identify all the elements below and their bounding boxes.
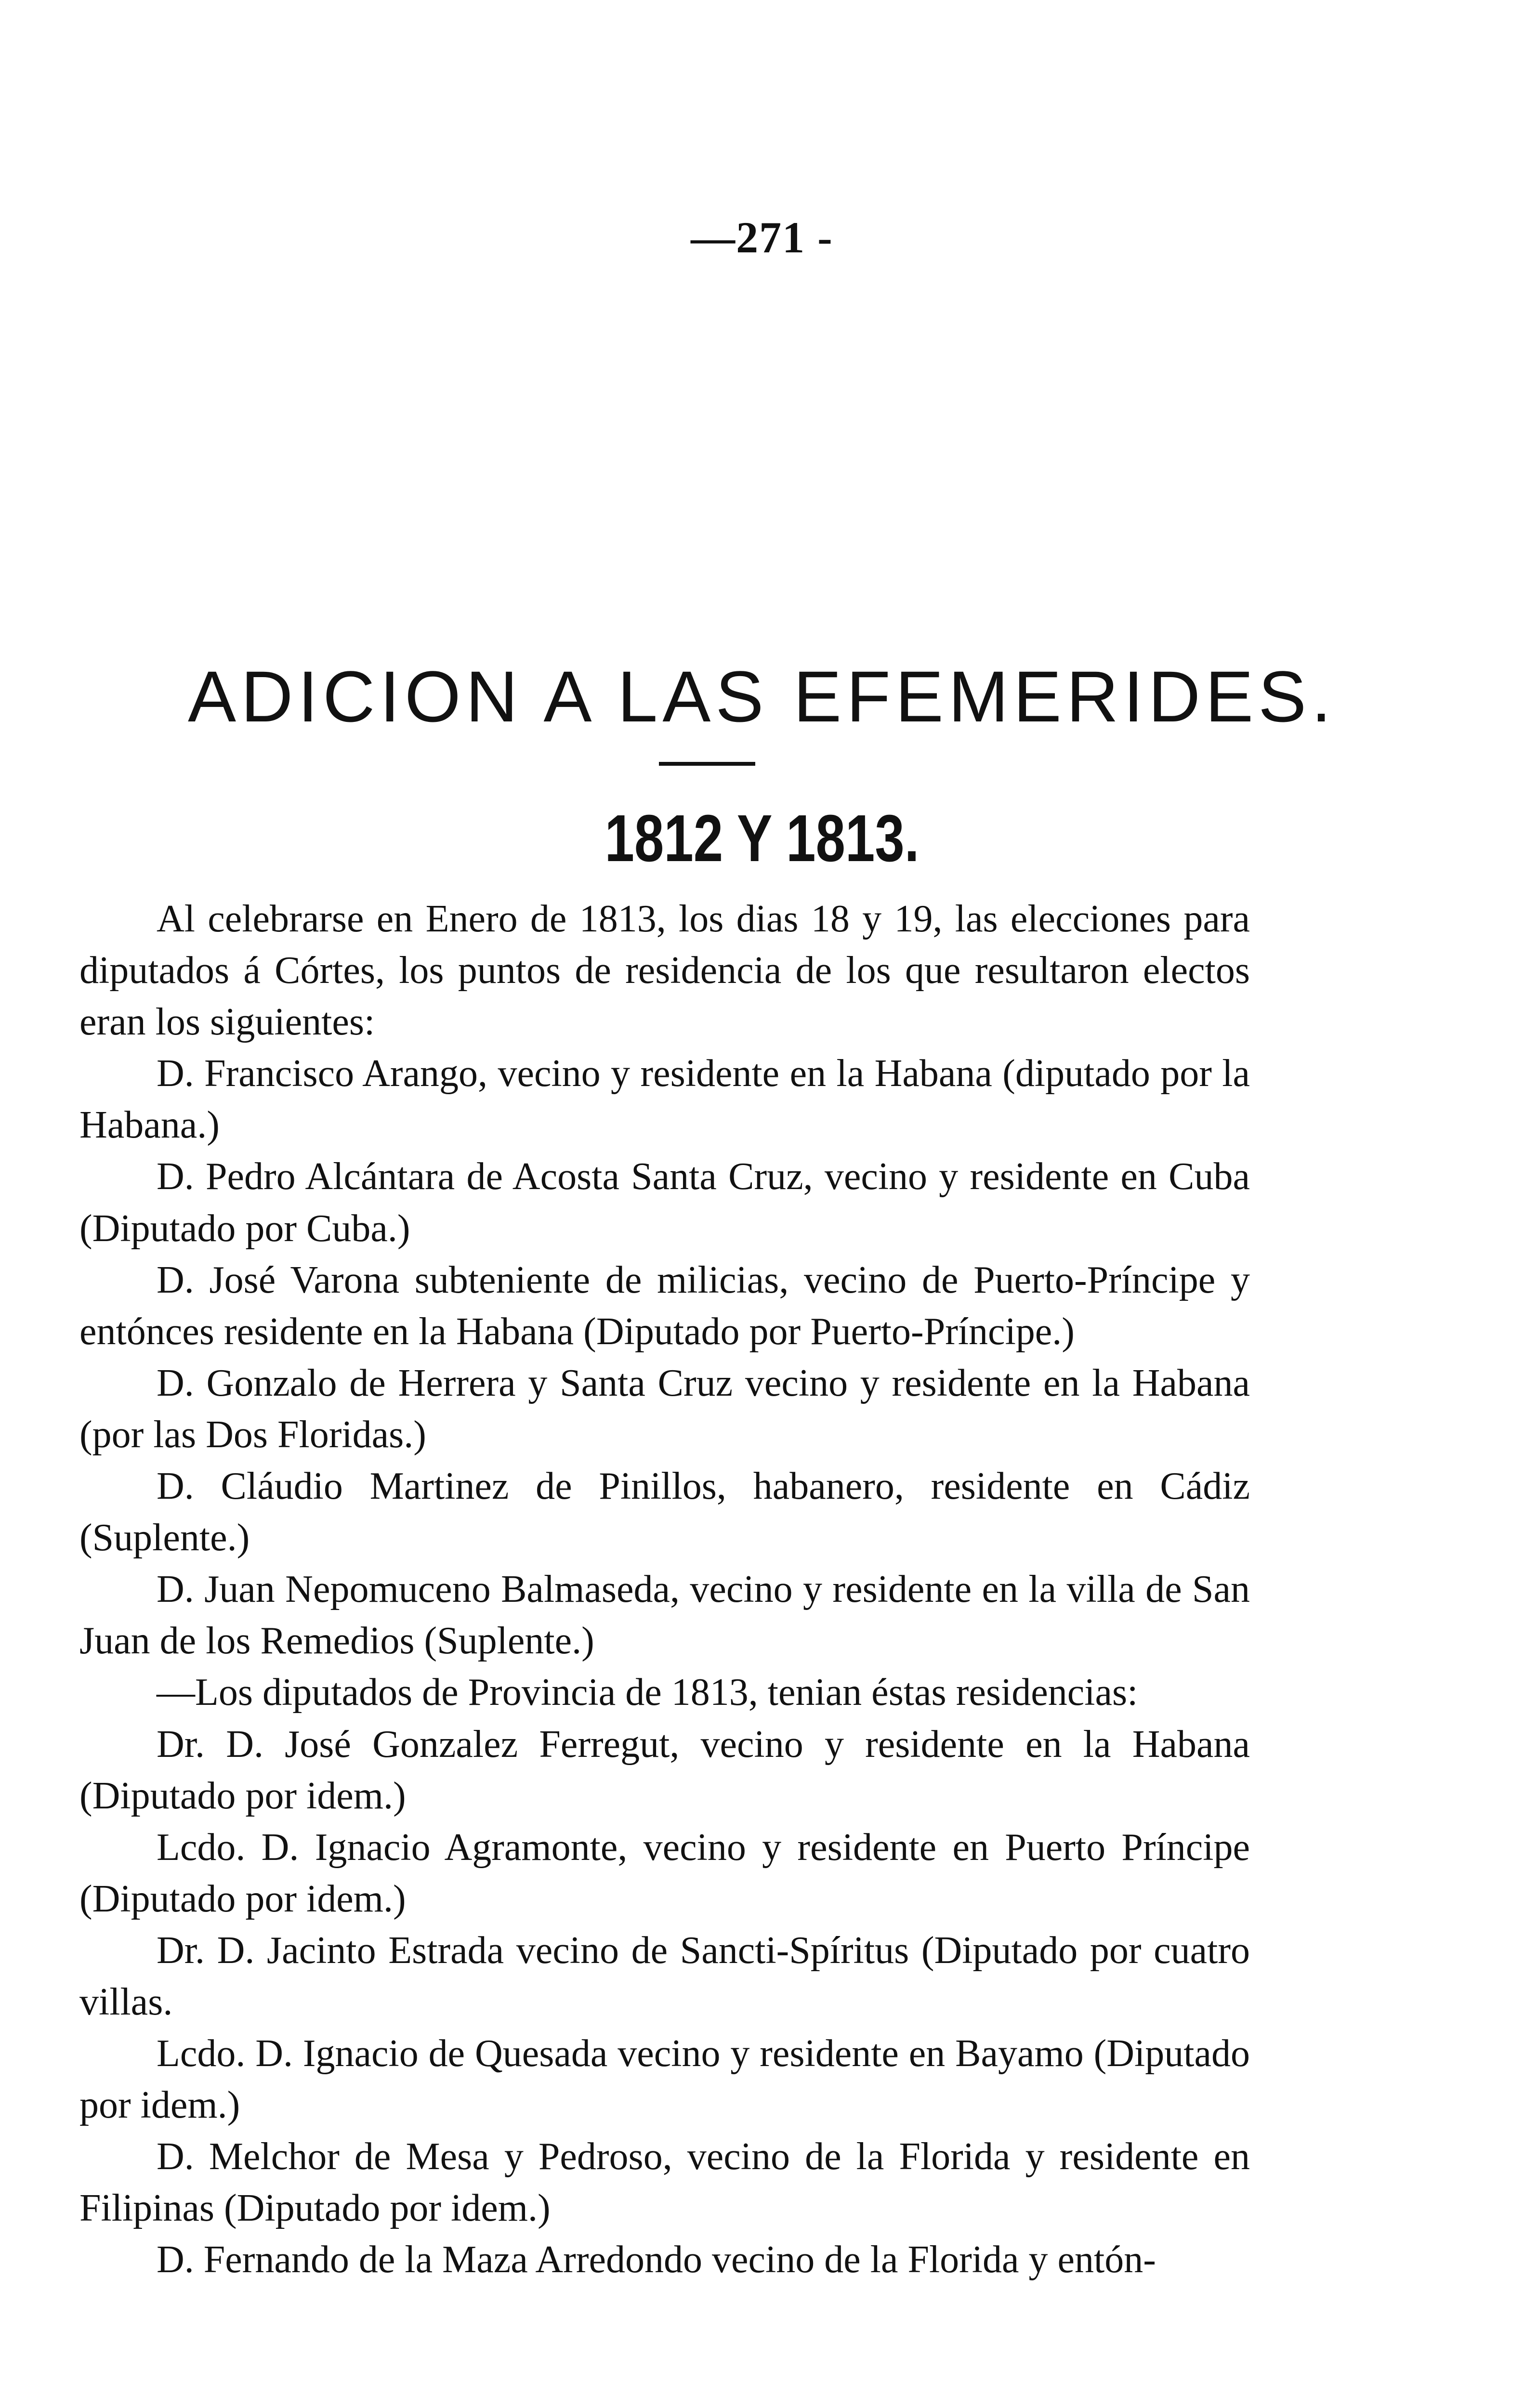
page-number: —271 - (691, 213, 833, 262)
paragraph-jacinto-estrada: Dr. D. Jacinto Estrada vecino de Sancti-Spíritus (Diputado por cuatro villas. (79, 1929, 1250, 2023)
paragraph-ignacio-agramonte: Lcdo. D. Ignacio Agramonte, vecino y residente en Puerto Príncipe (Diputado por idem.) (79, 1826, 1250, 1920)
paragraph-intro: Al celebrarse en Enero de 1813, los dias 18 y 19, las elecciones para diputados á Córtes, los puntos de residencia de los que resultaron electos eran los siguientes: (79, 898, 1250, 1044)
paragraph-provincial-deputies: —Los diputados de Provincia de 1813, tenian éstas residencias: (157, 1671, 1138, 1714)
paragraph-melchor-mesa: D. Melchor de Mesa y Pedroso, vecino de la Florida y residente en Filipinas (Diputado por idem.) (79, 2135, 1250, 2230)
body-text (79, 893, 1250, 2286)
title-divider (659, 762, 755, 766)
paragraph-francisco-arango: D. Francisco Arango, vecino y residente en la Habana (diputado por la Habana.) (79, 1052, 1250, 1147)
paragraph-juan-balmaseda: D. Juan Nepomuceno Balmaseda, vecino y residente en la villa de San Juan de los Remedios (Suplente.) (79, 1568, 1250, 1662)
paragraph-pedro-alcantara: D. Pedro Alcántara de Acosta Santa Cruz, vecino y residente en Cuba (Diputado por Cuba.) (79, 1155, 1250, 1250)
paragraph-gonzalo-herrera: D. Gonzalo de Herrera y Santa Cruz vecino y residente en la Habana (por las Dos Floridas.) (79, 1361, 1250, 1456)
paragraph-ignacio-quesada: Lcdo. D. Ignacio de Quesada vecino y residente en Bayamo (Diputado por idem.) (79, 2032, 1250, 2127)
section-heading-years: 1812 Y 1813. (604, 801, 920, 876)
page-title: ADICION A LAS EFEMERIDES. (188, 656, 1336, 737)
paragraph-jose-varona: D. José Varona subteniente de milicias, vecino de Puerto-Príncipe y entónces residente en la Habana (Diputado por Puerto-Príncipe.) (79, 1258, 1250, 1353)
paragraph-jose-gonzalez: Dr. D. José Gonzalez Ferregut, vecino y residente en la Habana (Diputado por idem.) (79, 1723, 1250, 1817)
paragraph-claudio-martinez: D. Cláudio Martinez de Pinillos, habanero, residente en Cádiz (Suplente.) (79, 1465, 1250, 1559)
paragraph-fernando-maza: D. Fernando de la Maza Arredondo vecino de la Florida y entón- (157, 2238, 1156, 2281)
